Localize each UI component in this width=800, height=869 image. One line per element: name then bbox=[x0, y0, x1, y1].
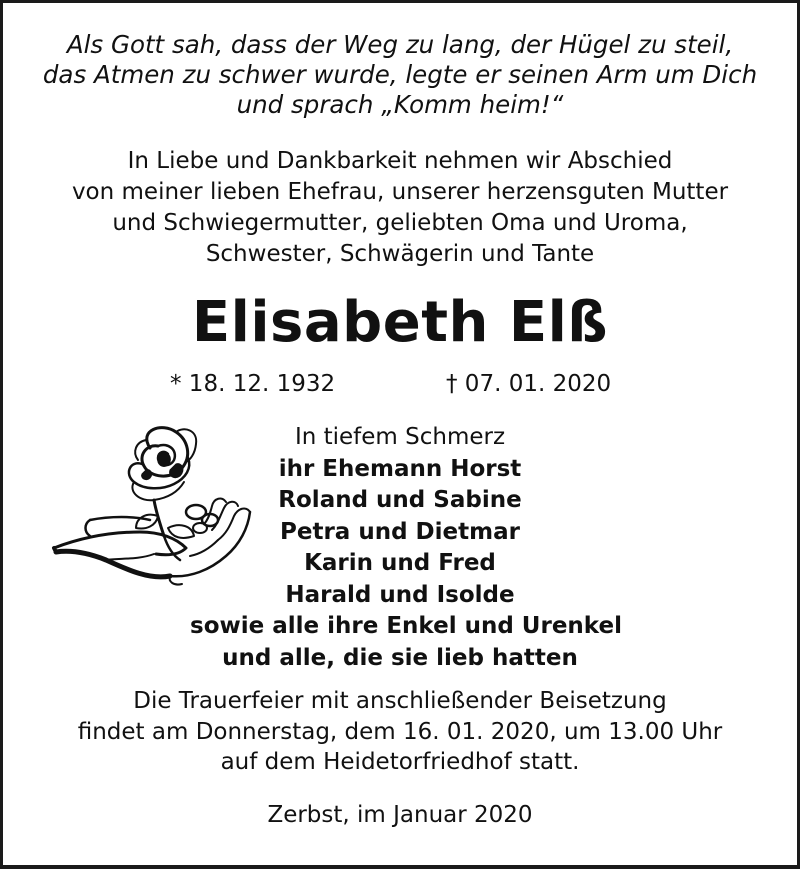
opening-verse bbox=[0, 30, 800, 120]
farewell-line: von meiner lieben Ehefrau, unserer herzensguten Mutter bbox=[71, 179, 729, 205]
funeral-details bbox=[0, 686, 800, 778]
funeral-line: auf dem Heidetorfriedhof statt. bbox=[220, 749, 580, 775]
funeral-line: findet am Donnerstag, dem 16. 01. 2020, um 13.00 Uhr bbox=[77, 718, 723, 745]
mourner-entry: Petra und Dietmar bbox=[280, 518, 520, 545]
deceased-name: Elisabeth Elß bbox=[191, 290, 609, 355]
mourner-entry: und alle, die sie lieb hatten bbox=[222, 644, 578, 671]
mourners-heading: In tiefem Schmerz bbox=[294, 424, 506, 450]
mourner-entry: Harald und Isolde bbox=[285, 581, 515, 608]
mourner-entry: sowie alle ihre Enkel und Urenkel bbox=[190, 613, 622, 639]
farewell-line: In Liebe und Dankbarkeit nehmen wir Abschied bbox=[127, 148, 673, 174]
mourner-entry: Roland und Sabine bbox=[278, 487, 522, 513]
verse-line: und sprach „Komm heim!“ bbox=[236, 90, 564, 119]
farewell-line: Schwester, Schwägerin und Tante bbox=[205, 241, 595, 267]
farewell-line: und Schwiegermutter, geliebten Oma und Uroma, bbox=[112, 210, 688, 236]
birth-date: * 18. 12. 1932 bbox=[170, 371, 336, 397]
funeral-line: Die Trauerfeier mit anschließender Beisetzung bbox=[133, 688, 667, 714]
verse-line: das Atmen zu schwer wurde, legte er seinen Arm um Dich bbox=[42, 60, 758, 89]
verse-line: Als Gott sah, dass der Weg zu lang, der Hügel zu steil, bbox=[66, 30, 734, 59]
mourners-list bbox=[190, 422, 622, 674]
mourner-entry: Karin und Fred bbox=[304, 550, 496, 576]
death-date: † 07. 01. 2020 bbox=[446, 371, 612, 397]
farewell-text bbox=[0, 146, 800, 270]
place-and-date: Zerbst, im Januar 2020 bbox=[267, 802, 533, 828]
mourner-entry: ihr Ehemann Horst bbox=[278, 455, 522, 482]
